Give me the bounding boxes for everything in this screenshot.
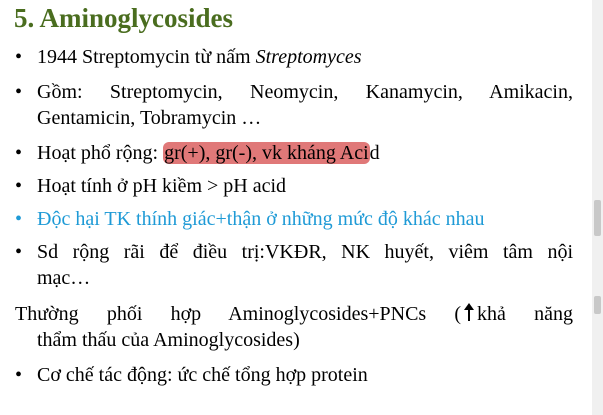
bullet-text-tail: d [369, 142, 380, 164]
note-text: Thường phối hợp Aminoglycosides+PNCs ( [15, 303, 462, 325]
bullet-toxicity: Độc hại TK thính giác+thận ở những mức độ khác nhau [37, 208, 485, 230]
scrollbar-thumb-secondary[interactable] [594, 296, 601, 314]
bullet-mechanism: Cơ chế tác động: ức chế tổng hợp protein [37, 364, 368, 386]
slide-title: 5. Aminoglycosides [14, 3, 234, 33]
vertical-scrollbar[interactable] [592, 0, 603, 415]
note-text-tail: khả năng [477, 303, 573, 325]
bullet-icon: • [15, 142, 23, 164]
up-arrow-icon [462, 303, 476, 321]
bullet-icon: • [15, 46, 23, 68]
bullet-text: Hoạt phổ rộng: [37, 142, 164, 164]
bullet-icon: • [15, 81, 23, 103]
bullet-icon: • [15, 175, 23, 197]
highlighted-text: gr(+), gr(-), vk kháng Aci [164, 142, 369, 164]
scrollbar-thumb[interactable] [594, 200, 601, 236]
bullet-icon: • [15, 208, 23, 230]
bullet-text: 1944 Streptomycin từ nấm [37, 46, 256, 68]
bullet-streptomycin-origin [37, 45, 361, 69]
bullet-icon: • [15, 364, 23, 386]
note-line2: thẩm thấu của Aminoglycosides) [37, 329, 300, 351]
bullet-icon: • [15, 241, 23, 263]
bullet-usage-line2: mạc… [37, 267, 91, 289]
note-line1 [15, 302, 573, 326]
bullet-members-line2: Gentamicin, Tobramycin … [37, 107, 262, 129]
bullet-members-line1: Gồm: Streptomycin, Neomycin, Kanamycin, Amikacin, [37, 81, 573, 103]
bullet-ph-activity: Hoạt tính ở pH kiềm > pH acid [37, 175, 287, 197]
bullet-usage-line1: Sd rộng rãi để điều trị:VKĐR, NK huyết, viêm tâm nội [37, 241, 573, 263]
organism-name: Streptomyces [255, 46, 362, 68]
bullet-spectrum [37, 141, 380, 165]
